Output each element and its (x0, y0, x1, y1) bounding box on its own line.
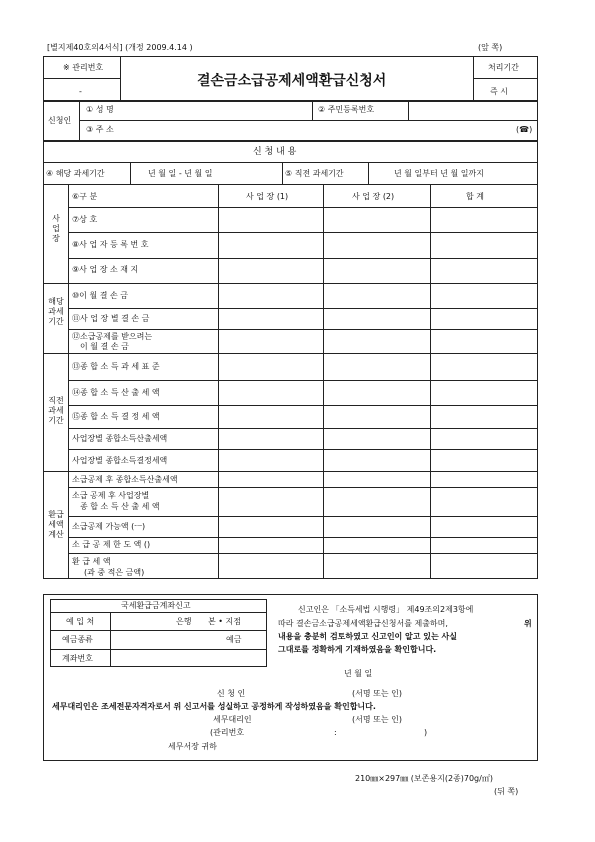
declaration-line-2: 따라 결손금소급공제세액환급신청서를 제출하며, (278, 619, 448, 628)
phone-icon: (☎) (516, 125, 533, 134)
agent-statement: 세무대리인은 조세전문자격자로서 위 신고서를 성실하고 공정하게 작성하였음을 확인합니다. (52, 702, 376, 711)
agent-mgmt-number-close: ) (424, 728, 428, 737)
paper-size: 210㎜×297㎜ (보존용지(2종)70g/㎡) (355, 774, 493, 783)
page-side-back: (뒤 쪽) (494, 787, 519, 796)
deposit-type-label: 예금종류 (62, 635, 93, 644)
row-carryback-available: 소급공제 가능액 (ㅡ) (72, 522, 146, 531)
row-after-calculated-tax: 소급공제 후 종합소득산출세액 (72, 475, 178, 484)
row-site-loss: ⑪사 업 장 별 결 손 금 (72, 314, 150, 323)
account-number-field[interactable] (112, 650, 266, 666)
applicant-sign-label: 신 청 인 (217, 689, 246, 698)
applicant-label: 신청인 (48, 116, 72, 125)
account-number-label: 계좌번호 (62, 654, 93, 663)
row-refund-amount: 환 급 세 액 (72, 557, 111, 566)
row-carryback-limit: 소 급 공 제 한 도 액 () (72, 540, 151, 549)
row-carryback-loss: ⑫소급공제를 받으려는 (72, 332, 153, 341)
row-site-calculated-tax: 사업장별 종합소득산출세액 (72, 434, 168, 443)
group-refund-calc: 환급 세액 계산 (48, 510, 64, 539)
current-period-value[interactable]: 년 월 일 - 년 월 일 (148, 169, 213, 178)
previous-period-label: ⑤ 직전 과세기간 (285, 169, 344, 178)
col-head-site-1: 사 업 장 (1) (246, 192, 289, 201)
address-field[interactable] (186, 121, 506, 139)
col-head-total: 합 계 (466, 192, 484, 201)
group-previous-period: 직전 과세 기간 (48, 396, 64, 425)
processing-period-value: 즉 시 (490, 87, 508, 96)
declaration-line-4: 그대로를 정확하게 기재하였음을 확인합니다. (278, 645, 437, 654)
row-after-site-tax-sub: 종 합 소 득 산 출 세 액 (80, 502, 160, 511)
declaration-line-2-tail: 위 (524, 619, 532, 628)
rrn-label: ② 주민등록번호 (318, 105, 375, 114)
deposit-unit: 예금 (226, 635, 242, 644)
row-carryover-loss: ⑩이 월 결 손 금 (72, 291, 128, 300)
bank-unit: 은행 (176, 617, 192, 626)
address-label: ③ 주 소 (86, 125, 114, 134)
form-title: 결손금소급공제세액환급신청서 (197, 73, 387, 89)
row-determined-tax: ⑮종 합 소 득 결 정 세 액 (72, 412, 160, 421)
refund-account-title: 국세환급금계좌신고 (121, 601, 191, 610)
form-number: [별지제40호의4서식] (개정 2009.4.14 ) (47, 43, 193, 52)
row-business-location: ⑨사 업 장 소 재 지 (72, 265, 139, 274)
declaration-line-3: 내용을 충분히 검토하였고 신고인이 알고 있는 사실 (278, 632, 457, 641)
row-business-reg-no: ⑧사 업 자 등 록 번 호 (72, 240, 149, 249)
group-business: 사 업 장 (52, 214, 60, 243)
previous-period-value[interactable]: 년 월 일부터 년 월 일까지 (394, 169, 484, 178)
row-tax-base: ⑬종 합 소 득 과 세 표 준 (72, 362, 160, 371)
current-period-label: ④ 해당 과세기간 (46, 169, 105, 178)
applicant-signature[interactable]: (서명 또는 인) (352, 689, 402, 698)
mgmt-number-value: - (79, 87, 82, 96)
agent-mgmt-number-colon: : (334, 728, 337, 737)
mgmt-number-label: ※ 관리번호 (63, 63, 104, 72)
name-label: ① 성 명 (86, 105, 114, 114)
row-calculated-tax: ⑭종 합 소 득 산 출 세 액 (72, 388, 160, 397)
agent-label: 세무대리인 (213, 715, 252, 724)
row-refund-amount-sub: (과 중 적은 금액) (84, 568, 145, 577)
branch-unit: 본 • 지점 (208, 617, 241, 626)
col-head-site-2: 사 업 장 (2) (352, 192, 395, 201)
name-field[interactable] (186, 101, 310, 119)
page-side-front: (앞 쪽) (478, 43, 503, 52)
rrn-field[interactable] (410, 101, 536, 119)
processing-period-label: 처리기간 (488, 63, 519, 72)
depositor-label: 예 입 처 (66, 617, 95, 626)
declaration-line-1: 신고인은 「소득세법 시행령」 제49조의2제3항에 (298, 605, 474, 614)
declaration-date[interactable]: 년 월 일 (344, 669, 373, 678)
row-trade-name: ⑦상 호 (72, 215, 98, 224)
col-head-category: ⑥구 분 (72, 192, 98, 201)
group-current-period: 해당 과세 기간 (48, 297, 64, 326)
row-after-site-tax: 소급 공제 후 사업장별 (72, 491, 150, 500)
recipient: 세무서장 귀하 (168, 742, 217, 751)
agent-mgmt-number-label: (관리번호 (210, 728, 245, 737)
row-carryback-loss-sub: 이 월 결 손 금 (80, 342, 129, 351)
row-site-determined-tax: 사업장별 종합소득결정세액 (72, 456, 168, 465)
section-title: 신 청 내 용 (253, 147, 297, 157)
agent-signature[interactable]: (서명 또는 인) (352, 715, 402, 724)
